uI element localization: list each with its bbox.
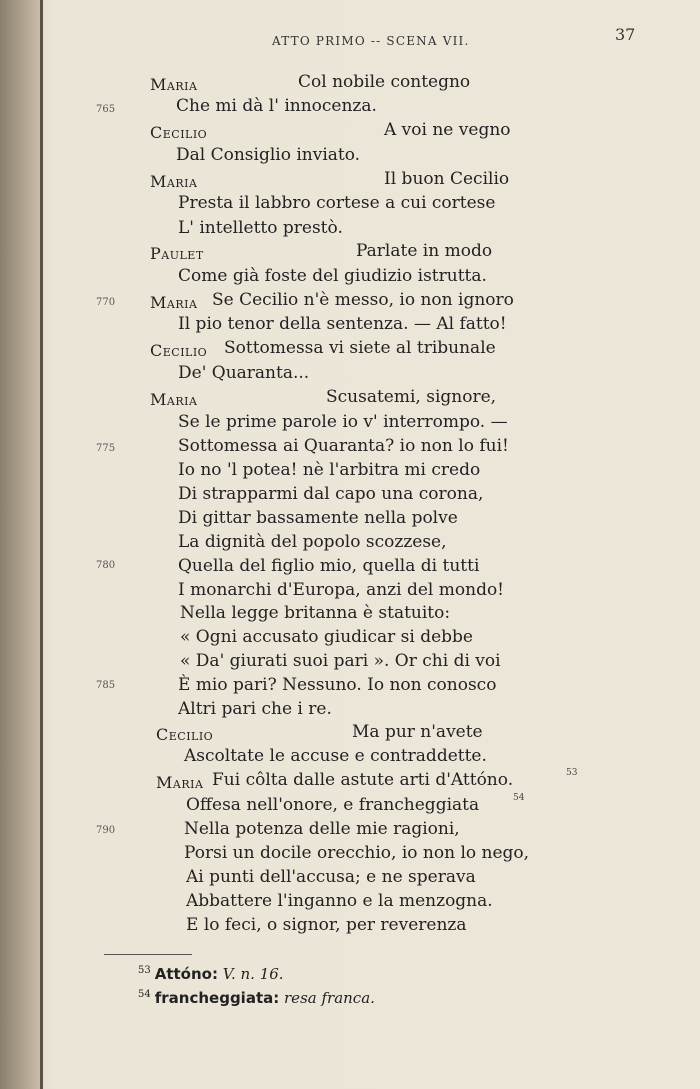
verse-line: Altri pari che i re. — [178, 699, 332, 719]
footnote-ref: 54 — [513, 793, 525, 803]
verse-line: « Da' giurati suoi pari ». Or chi di voi — [180, 651, 501, 671]
verse-line: « Ogni accusato giudicar si debbe — [180, 627, 473, 647]
verse-line: Abbattere l'inganno e la menzogna. — [186, 891, 493, 911]
speaker-label: Cecilio — [150, 341, 208, 360]
verse-line: Scusatemi, signore, — [326, 387, 497, 407]
footnote-number: 54 — [138, 989, 151, 1000]
verse-line: De' Quaranta... — [178, 363, 310, 383]
verse-line: Sottomessa vi siete al tribunale — [224, 338, 496, 358]
footnote-term: Attóno: — [154, 965, 218, 983]
line-number: 765 — [96, 104, 116, 115]
verse-line: Nella potenza delle mie ragioni, — [184, 819, 460, 839]
verse-line: Ai punti dell'accusa; e ne sperava — [186, 867, 476, 887]
page-number: 37 — [615, 25, 636, 44]
verse-line: E lo feci, o signor, per reverenza — [186, 915, 467, 935]
verse-line: Dal Consiglio inviato. — [176, 145, 361, 165]
line-number: 785 — [96, 680, 116, 691]
verse-line: Il buon Cecilio — [384, 169, 510, 189]
verse-line: Nella legge britanna è statuito: — [180, 603, 451, 623]
footnote — [138, 989, 375, 1007]
footnote-ref: 53 — [566, 768, 578, 778]
verse-line: Col nobile contegno — [298, 72, 471, 92]
speaker-label: Cecilio — [150, 123, 208, 142]
footnote-definition: V. n. 16. — [222, 965, 284, 983]
verse-line: Io no 'l potea! nè l'arbitra mi credo — [178, 460, 481, 480]
page-gutter-shadow — [0, 0, 40, 1089]
line-number: 790 — [96, 825, 116, 836]
verse-line: Offesa nell'onore, e francheggiata — [186, 795, 480, 815]
verse-line: L' intelletto prestò. — [178, 218, 343, 238]
verse-line: Presta il labbro cortese a cui cortese — [178, 193, 496, 213]
verse-line: Sottomessa ai Quaranta? io non lo fui! — [178, 436, 509, 456]
verse-line: Ascoltate le accuse e contraddette. — [184, 746, 487, 766]
verse-line: Come già foste del giudizio istrutta. — [178, 266, 487, 286]
running-head: ATTO PRIMO -- SCENA VII. — [272, 34, 470, 48]
binding-edge — [40, 0, 43, 1089]
speaker-label: Maria — [150, 172, 198, 191]
line-number: 770 — [96, 297, 116, 308]
speaker-label: Cecilio — [156, 725, 214, 744]
speaker-label: Maria — [150, 293, 198, 312]
line-number: 775 — [96, 443, 116, 454]
verse-line: Parlate in modo — [356, 241, 493, 261]
speaker-label: Paulet — [150, 244, 204, 263]
verse-line: Di gittar bassamente nella polve — [178, 508, 458, 528]
verse-line: Se Cecilio n'è messo, io non ignoro — [212, 290, 514, 310]
footnote-rule — [104, 954, 192, 955]
verse-line: Quella del figlio mio, quella di tutti — [178, 556, 480, 576]
speaker-label: Maria — [156, 773, 204, 792]
footnote-term: francheggiata: — [154, 989, 280, 1007]
footnote — [138, 965, 284, 983]
verse-line: Fui côlta dalle astute arti d'Attóno. — [212, 770, 514, 790]
verse-line: A voi ne vegno — [384, 120, 511, 140]
footnote-number: 53 — [138, 965, 151, 976]
line-number: 780 — [96, 560, 116, 571]
verse-line: Che mi dà l' innocenza. — [176, 96, 377, 116]
verse-line: La dignità del popolo scozzese, — [178, 532, 447, 552]
verse-line: Di strapparmi dal capo una corona, — [178, 484, 484, 504]
speaker-label: Maria — [150, 75, 198, 94]
verse-line: Il pio tenor della sentenza. — Al fatto! — [178, 314, 507, 334]
verse-line: Se le prime parole io v' interrompo. — — [178, 412, 508, 432]
verse-line: I monarchi d'Europa, anzi del mondo! — [178, 580, 505, 600]
speaker-label: Maria — [150, 390, 198, 409]
footnote-definition: resa franca. — [284, 989, 375, 1007]
verse-line: Porsi un docile orecchio, io non lo nego, — [184, 843, 530, 863]
verse-line: È mio pari? Nessuno. Io non conosco — [178, 675, 497, 695]
verse-line: Ma pur n'avete — [352, 722, 483, 742]
